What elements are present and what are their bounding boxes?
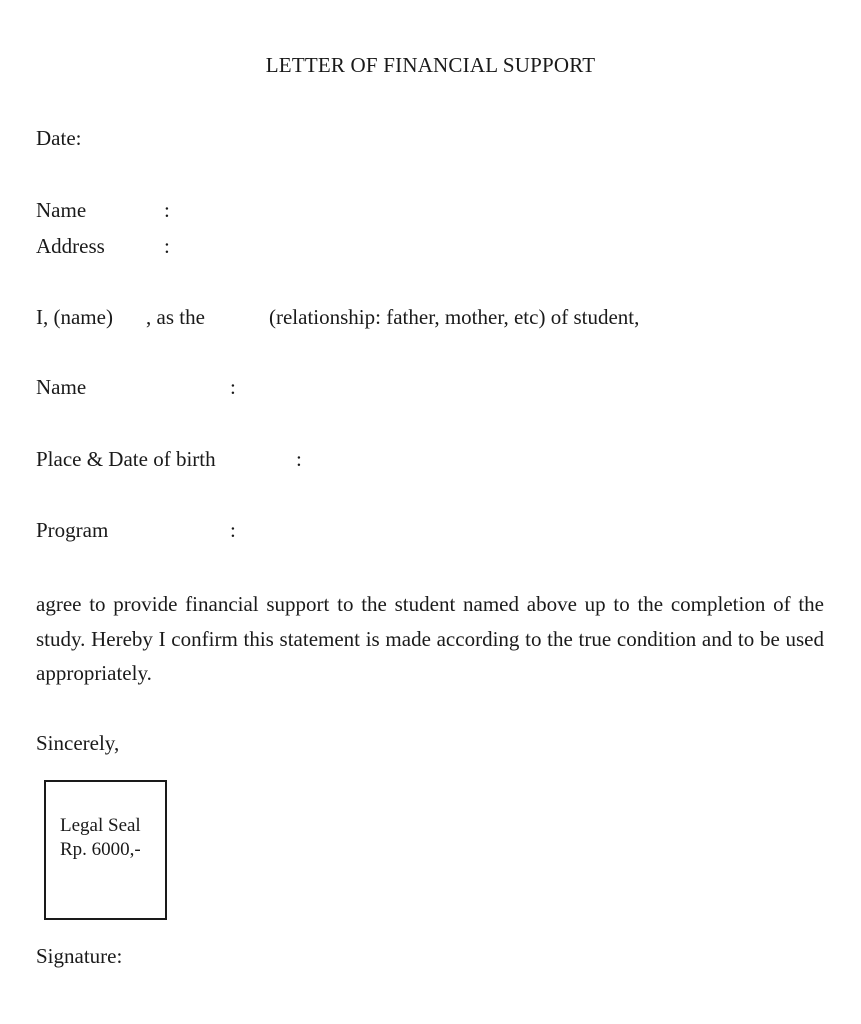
- closing-text: Sincerely,: [36, 731, 120, 755]
- parent-address-label: Address: [36, 234, 105, 258]
- student-birth-colon: :: [296, 447, 302, 471]
- student-program-colon: :: [230, 518, 236, 542]
- student-birth-label: Place & Date of birth: [36, 447, 216, 471]
- date-label: Date:: [36, 126, 82, 150]
- document-title: LETTER OF FINANCIAL SUPPORT: [265, 53, 596, 77]
- parent-name-label: Name: [36, 198, 87, 222]
- statement-as-the: , as the: [146, 305, 205, 329]
- legal-seal-title: Legal Seal: [60, 815, 141, 836]
- student-name-label: Name: [36, 375, 87, 399]
- legal-seal-amount: Rp. 6000,-: [60, 839, 141, 860]
- legal-seal-box: [44, 780, 167, 920]
- parent-name-colon: :: [164, 198, 170, 222]
- signature-label: Signature:: [36, 944, 123, 968]
- body-paragraph: agree to provide financial support to the student named above up to the completion of the study. Hereby I confirm this statement is made according to the true condition and to be used appropriately.: [36, 592, 824, 685]
- statement-name-placeholder: I, (name): [36, 305, 113, 329]
- statement-relationship: (relationship: father, mother, etc) of student,: [269, 305, 640, 329]
- parent-address-colon: :: [164, 234, 170, 258]
- legal-seal-text: [60, 814, 141, 862]
- student-name-colon: :: [230, 375, 236, 399]
- student-program-label: Program: [36, 518, 109, 542]
